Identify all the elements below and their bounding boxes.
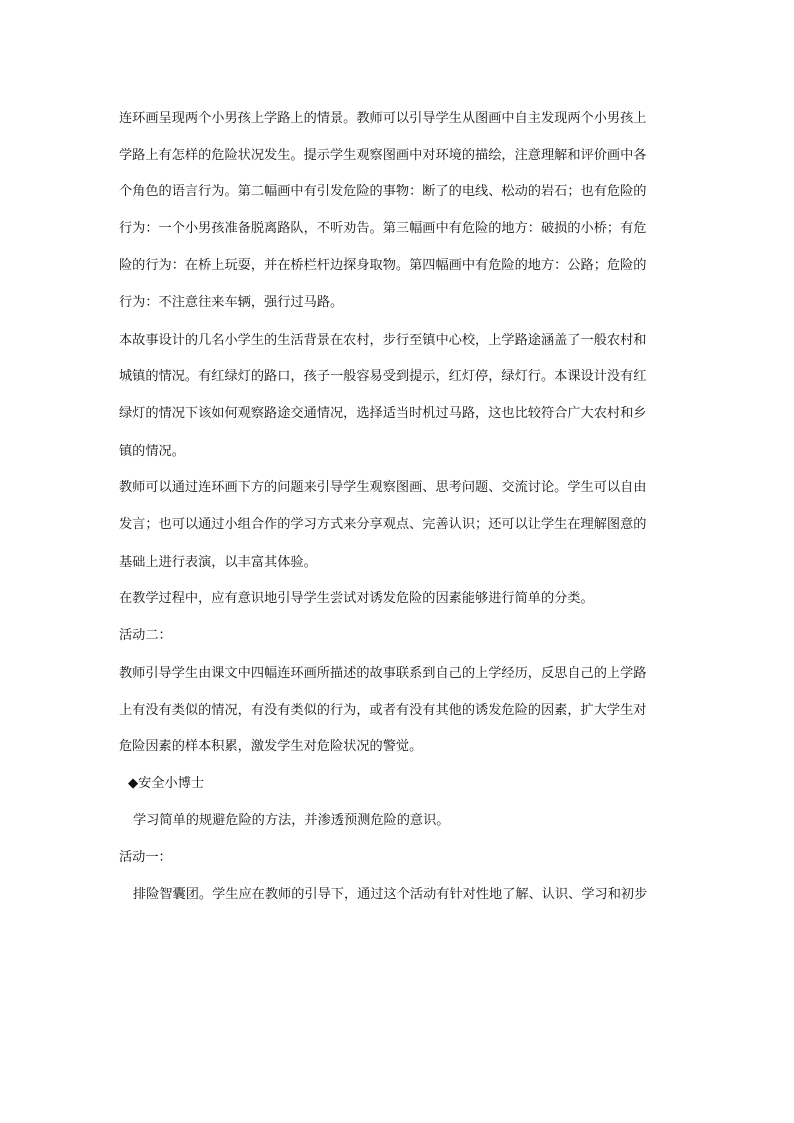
paragraph-line: 危险因素的样本积累，激发学生对危险状况的警觉。 [119,739,423,754]
paragraph-line: 镇的情况。 [119,444,185,459]
paragraph-line: 发言；也可以通过小组合作的学习方式来分享观点、完善认识；还可以让学生在理解图意的 [119,517,647,532]
paragraph-line: 基础上进行表演，以丰富其体验。 [119,555,317,570]
paragraph-line: 学路上有怎样的危险状况发生。提示学生观察图画中对环境的描绘，注意理解和评价画中各 [119,148,647,163]
paragraph-line: 险的行为：在桥上玩耍，并在桥栏杆边探身取物。第四幅画中有危险的地方：公路；危险的 [119,258,647,273]
paragraph-line: 行为：不注意往来车辆，强行过马路。 [119,295,344,310]
paragraph-line: 城镇的情况。有红绿灯的路口，孩子一般容易受到提示，红灯停，绿灯行。本课设计没有红 [119,369,647,384]
paragraph-line: 上有没有类似的情况，有没有类似的行为，或者有没有其他的诱发危险的因素，扩大学生对 [119,703,647,718]
paragraph-line: 本故事设计的几名小学生的生活背景在农村，步行至镇中心校，上学路途涵盖了一般农村和 [119,333,647,348]
section-heading: 活动一： [119,850,172,865]
section-heading: 活动二： [119,628,172,643]
paragraph-line: 排险智囊团。学生应在教师的引导下，通过这个活动有针对性地了解、认识、学习和初步 [133,887,648,902]
paragraph-line: 学习简单的规避危险的方法，并渗透预测危险的意识。 [133,813,450,828]
section-title: ◆安全小博士 [128,776,205,791]
paragraph-line: 绿灯的情况下该如何观察路途交通情况，选择适当时机过马路，这也比较符合广大农村和乡 [119,406,647,421]
paragraph-line: 个角色的语言行为。第二幅画中有引发危险的事物：断了的电线、松动的岩石；也有危险的 [119,184,647,199]
paragraph-line: 教师引导学生由课文中四幅连环画所描述的故事联系到自己的上学经历，反思自己的上学路 [119,666,647,681]
paragraph-line: 教师可以通过连环画下方的问题来引导学生观察图画、思考问题、交流讨论。学生可以自由 [119,480,647,495]
paragraph-line: 在教学过程中，应有意识地引导学生尝试对诱发危险的因素能够进行简单的分类。 [119,591,594,606]
paragraph-line: 连环画呈现两个小男孩上学路上的情景。教师可以引导学生从图画中自主发现两个小男孩上 [119,111,647,126]
paragraph-line: 行为：一个小男孩准备脱离路队，不听劝告。第三幅画中有危险的地方：破损的小桥；有危 [119,221,647,236]
